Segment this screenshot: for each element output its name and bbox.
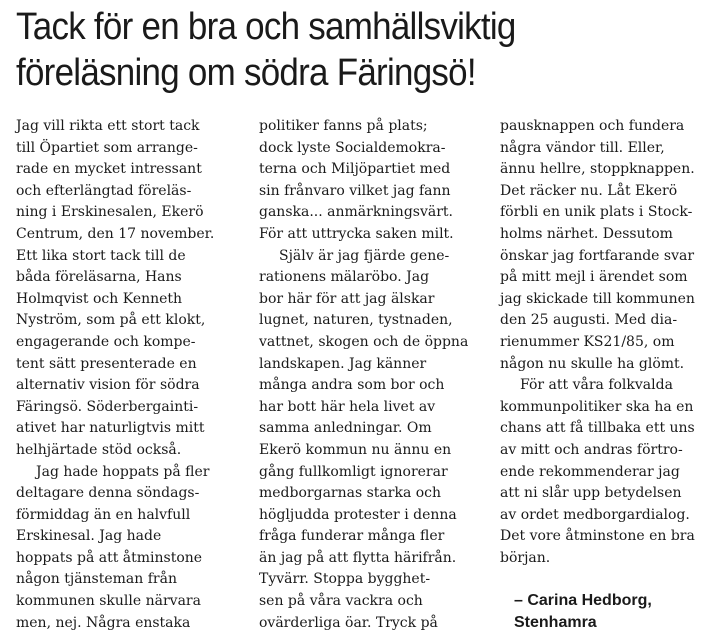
text-line: förbli en unik plats i Stock-	[500, 204, 693, 221]
text-line: den 25 augusti. Med dia-	[500, 312, 678, 329]
text-line: jag skickade till kommunen	[500, 290, 695, 307]
text-line: och efterlängtad föreläs-	[16, 182, 192, 199]
text-line: av ordet medborgardialog.	[500, 506, 690, 523]
text-line: Det räcker nu. Låt Ekerö	[500, 182, 678, 199]
text-line: önskar jag fortfarande svar	[500, 247, 695, 264]
text-line: gång fullkomligt ignorerar	[259, 463, 448, 480]
text-line: helhjärtade stöd också.	[16, 441, 182, 458]
text-line: kommunen skulle närvara	[16, 593, 201, 610]
text-line: vattnet, skogen och de öppna	[259, 333, 469, 350]
text-line: Det vore åtminstone en bra	[500, 528, 695, 545]
text-line: har bott här hela livet av	[259, 398, 436, 415]
text-line: på mitt mejl i ärendet som	[500, 269, 688, 286]
text-line: Färingsö. Söderbergainti-	[16, 398, 199, 415]
text-line: sen på våra vackra och	[259, 593, 423, 610]
headline-line-2: föreläsning om södra Färingsö!	[16, 52, 476, 94]
text-line: För att våra folkvalda	[520, 377, 673, 394]
text-line: chans att få tillbaka ett uns	[500, 420, 695, 437]
column-2	[259, 116, 489, 634]
text-line: deltagare denna söndags-	[16, 485, 200, 502]
spacer	[500, 569, 722, 590]
column-3	[500, 116, 722, 634]
text-line: att ni slår upp betydelsen	[500, 485, 682, 502]
headline	[16, 4, 660, 96]
text-line: båda föreläsarna, Hans	[16, 269, 182, 286]
text-line: lugnet, naturen, tystnaden,	[259, 312, 453, 329]
text-line: hoppats på att åtminstone	[16, 549, 203, 566]
text-line: Holmqvist och Kenneth	[16, 290, 183, 307]
text-line: medborgarnas starka och	[259, 485, 442, 502]
text-line: men, nej. Några enstaka	[16, 614, 191, 631]
text-line: Nyström, som på ett klokt,	[16, 312, 206, 329]
text-line: kommunpolitiker ska ha en	[500, 398, 694, 415]
signature-name: – Carina Hedborg,	[514, 592, 652, 610]
text-line: ende rekommenderar jag	[500, 463, 680, 480]
text-line: bor här för att jag älskar	[259, 290, 435, 307]
text-line: Centrum, den 17 november.	[16, 225, 215, 242]
text-line: ännu hellre, stoppknappen.	[500, 161, 695, 178]
text-line: av mitt och andras förtro-	[500, 441, 683, 458]
text-line: terna och Miljöpartiet med	[259, 161, 451, 178]
text-line: fråga funderar många fler	[259, 528, 445, 545]
text-line: Själv är jag fjärde gene-	[279, 247, 450, 264]
text-line: Jag vill rikta ett stort tack	[16, 118, 200, 134]
text-line: Jag hade hoppats på fler	[36, 463, 210, 480]
text-line: än jag på att flytta härifrån.	[259, 549, 457, 566]
text-line: tent sätt presenterade en	[16, 355, 197, 372]
text-line: ganska... anmärkningsvärt.	[259, 204, 453, 221]
text-line: landskapen. Jag känner	[259, 355, 427, 372]
text-line: högljudda protester i denna	[259, 506, 457, 523]
text-line: Erskinesal. Jag hade	[16, 528, 162, 545]
text-line: någon tjänsteman från	[16, 571, 177, 588]
text-line: rationens mälaröbo. Jag	[259, 269, 430, 286]
text-line: rienummer KS21/85, om	[500, 333, 675, 350]
text-line: Tyvärr. Stoppa bygghet-	[259, 571, 431, 588]
text-line: alternativ vision för södra	[16, 377, 200, 394]
text-line: pausknappen och fundera	[500, 118, 685, 134]
text-line: Ett lika stort tack till de	[16, 247, 186, 264]
text-line: samma anledningar. Om	[259, 420, 432, 437]
text-line: förmiddag än en halvfull	[16, 506, 191, 523]
text-line: Ekerö kommun nu ännu en	[259, 441, 452, 458]
text-line: till Öpartiet som arrange-	[16, 139, 198, 156]
text-line: början.	[500, 549, 551, 566]
text-line: ning i Erskinesalen, Ekerö	[16, 204, 204, 221]
text-line: ativet har naturligtvis mitt	[16, 420, 205, 437]
text-line: ovärderliga öar. Tryck på	[259, 614, 438, 631]
text-line: rade en mycket intressant	[16, 161, 202, 178]
text-line: någon nu skulle ha glömt.	[500, 355, 685, 372]
text-line: några vändor till. Eller,	[500, 139, 665, 156]
text-line: många andra som bor och	[259, 377, 445, 394]
column-1	[16, 116, 244, 634]
headline-line-1: Tack för en bra och samhällsviktig	[16, 6, 516, 48]
signature-place: Stenhamra	[514, 614, 597, 632]
text-line: politiker fanns på plats;	[259, 118, 428, 134]
text-line: sin frånvaro vilket jag fann	[259, 182, 451, 199]
text-line: För att uttrycka saken milt.	[259, 225, 454, 242]
text-line: engagerande och kompe-	[16, 333, 196, 350]
text-line: dock lyste Socialdemokra-	[259, 139, 446, 156]
text-line: holms närhet. Dessutom	[500, 225, 673, 242]
